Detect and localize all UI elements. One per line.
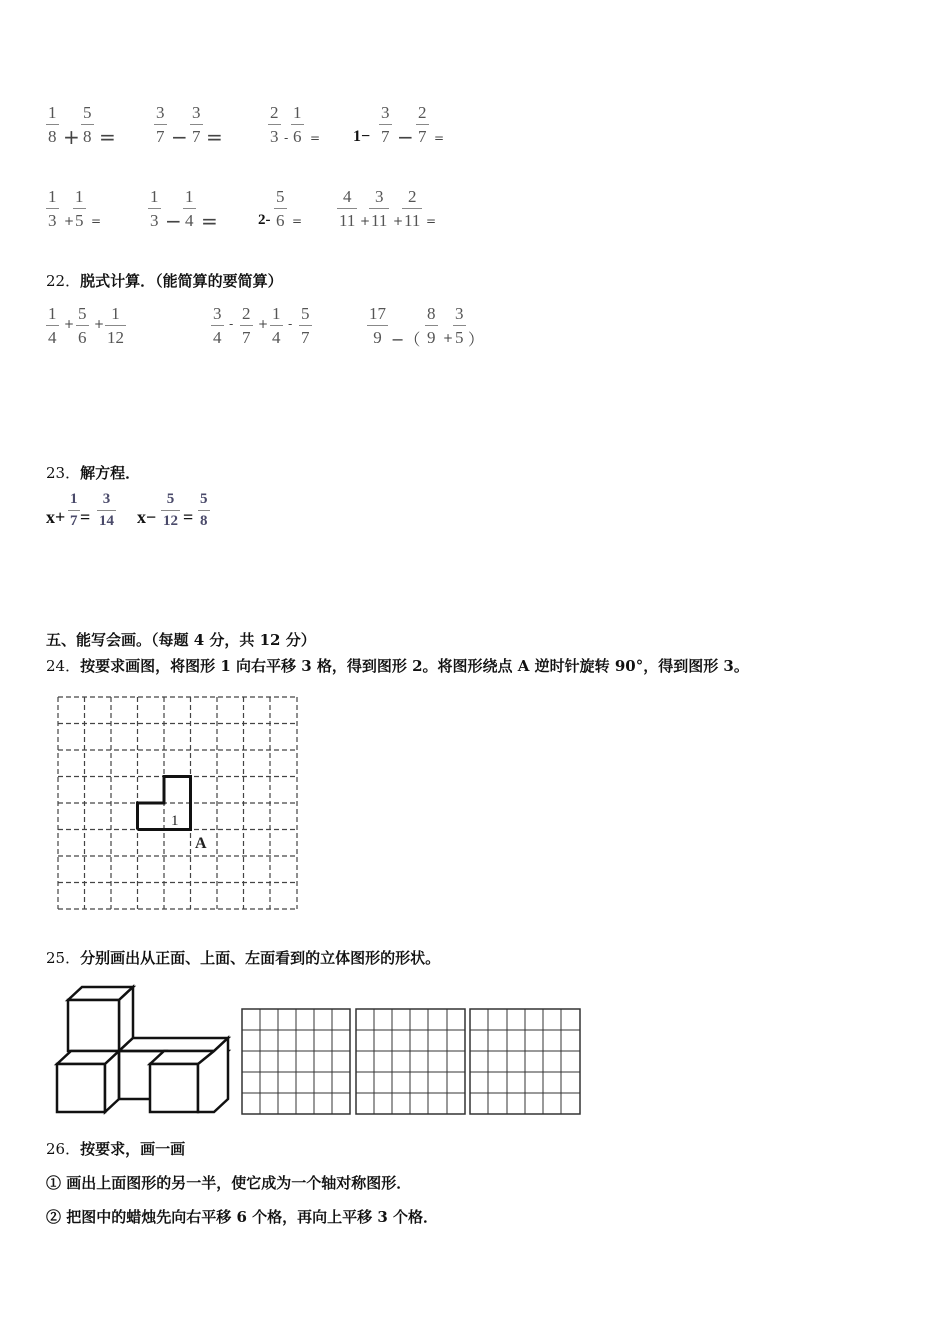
fraction: 1 5 [75,187,84,230]
fraction: 3 14 [99,491,114,529]
fraction: 1 6 [293,103,302,146]
fraction: 5 8 [83,103,92,146]
fraction: 17 9 [369,304,386,347]
fraction: 1 4 [185,187,194,230]
fraction: 1 8 [48,103,57,146]
q26-item-1: ① 画出上面图形的另一半，使它成为一个轴对称图形． [46,1174,412,1192]
variable-term: x+ [46,507,66,527]
operator: + [443,331,454,345]
operator: + [393,214,404,228]
q26-item-2: ② 把图中的蜡烛先向右平移 6 个格，再向上平移 3 个格． [46,1208,438,1226]
lead-term: 1− [353,128,371,145]
view-grid-front [242,1009,350,1114]
equals: = [91,214,102,228]
fraction: 5 6 [78,304,87,347]
fraction: 2 3 [270,103,279,146]
fraction: 5 8 [200,491,208,529]
question-23-heading: 23．解方程． [46,464,141,482]
fraction: 4 11 [339,187,356,230]
operator: + [94,317,105,331]
operator: + [64,317,75,331]
point-a-label: A [195,835,207,852]
equals: = [201,209,218,233]
fraction: 1 3 [150,187,159,230]
fraction: 5 6 [276,187,285,230]
fraction: 2 11 [404,187,421,230]
equals: = [310,131,321,145]
question-26-heading: 26．按要求，画一画 [46,1140,186,1158]
q24-grid-figure [50,690,310,915]
fraction: 2 7 [242,304,251,347]
view-grid-left [470,1009,580,1114]
fraction: 1 7 [70,491,78,529]
operator: + [63,125,80,149]
operator: − [165,209,182,233]
variable-term: x− [137,507,157,527]
operator: + [360,214,371,228]
question-22-heading: 22．脱式计算．（能简算的要简算） [46,272,283,290]
close-paren: ） [468,330,485,349]
operator: - [288,317,293,331]
equals: = [99,125,116,149]
lead-term: 2- [258,212,271,228]
fraction: 2 7 [418,103,427,146]
cube-structure [57,987,228,1112]
equals: = [426,214,437,228]
fraction: 3 7 [156,103,165,146]
fraction: 3 4 [213,304,222,347]
operator: − [397,125,414,149]
fraction: 3 7 [192,103,201,146]
operator: - [229,317,234,331]
fraction: 3 7 [381,103,390,146]
fraction: 8 9 [427,304,436,347]
equals: = [80,507,91,527]
equals: = [206,125,223,149]
q25-figures [50,982,590,1118]
fraction: 1 12 [107,304,124,347]
fraction: 5 7 [301,304,310,347]
fraction: 1 3 [48,187,57,230]
question-24-heading: 24．按要求画图，将图形 1 向右平移 3 格，得到图形 2。将图形绕点 A 逆时针旋转 90°，得到图形 3。 [46,657,749,675]
operator: − [171,125,188,149]
equals: = [183,507,194,527]
view-grid-top [356,1009,465,1114]
equals: = [292,214,303,228]
operator: + [258,317,269,331]
operator: - [284,131,289,145]
equals: = [434,131,445,145]
question-25-heading: 25．分别画出从正面、上面、左面看到的立体图形的形状。 [46,949,441,967]
fraction: 5 12 [163,491,178,529]
fraction: 1 4 [272,304,281,347]
fraction: 1 4 [48,304,57,347]
fraction: 3 11 [371,187,388,230]
operator: + [64,214,75,228]
fraction: 3 5 [455,304,464,347]
section-5-title: 五、能写会画。（每题 4 分，共 12 分） [46,631,316,649]
shape-1-label: 1 [171,813,179,829]
operator: −（ [391,330,421,349]
